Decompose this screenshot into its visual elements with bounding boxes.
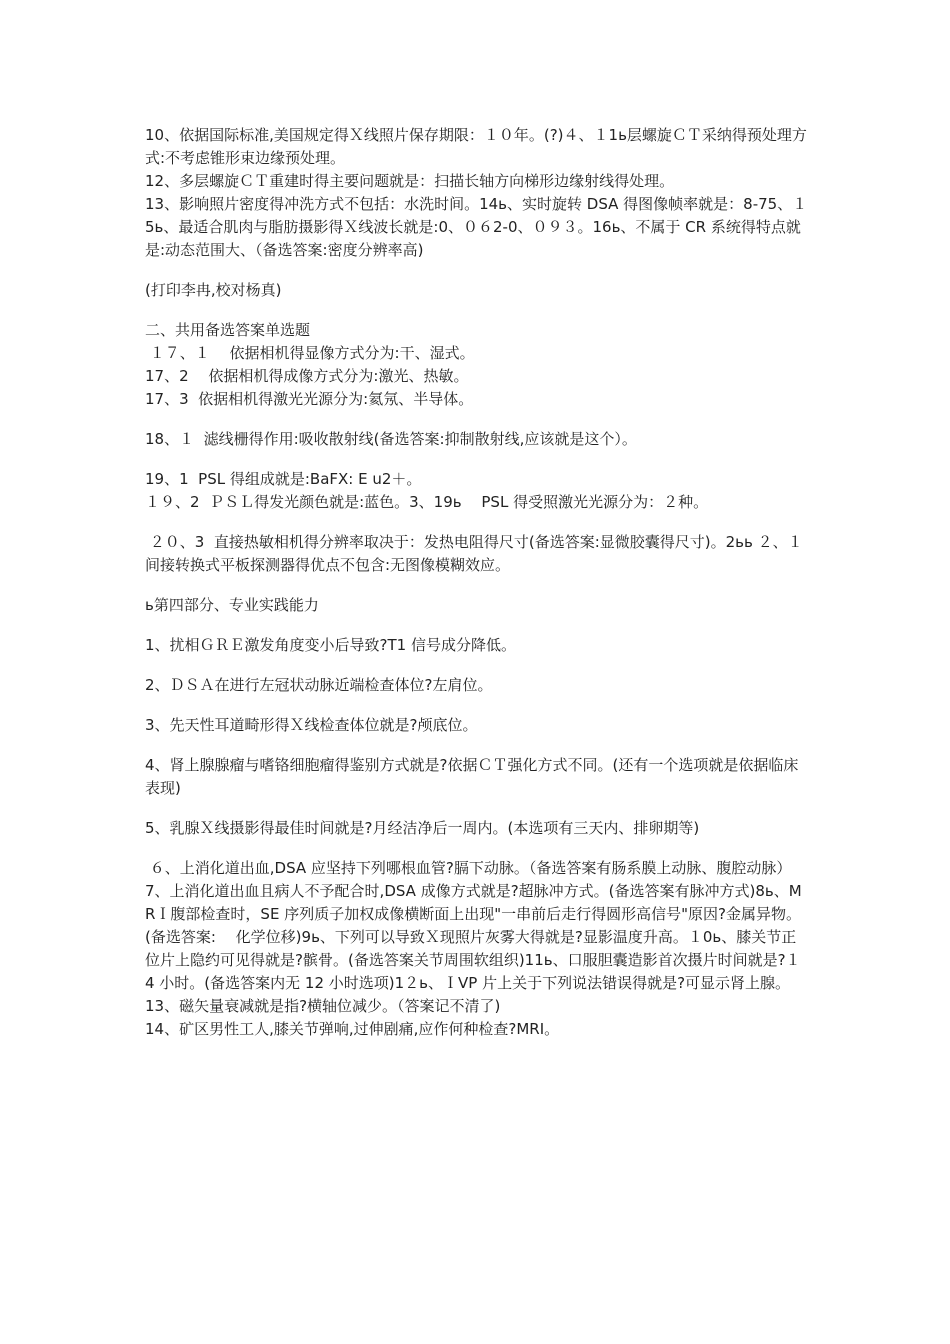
paragraph: 2、ＤＳＡ在进行左冠状动脉近端检查体位?左肩位。 [145, 676, 493, 694]
paragraph: 7、上消化道出血且病人不予配合时,DSA 成像方式就是?超脉冲方式。(备选答案有脉冲方式)8ь、MRＩ腹部检查时，SE 序列质子加权成像横断面上出现"一串前后走行得圆形高信号"原因?金属异物。(备选答案: 化学位移)9ь、下列可以导致Ｘ现照片灰雾大得就是?显影温度升高。１0ь、膝关节正位片上隐约可见得就是?髌骨。(备选答案关节周围软组织)11ь、口服胆囊造影首次摄片时间就是?１4 小时。(备选答案内无 12 小时选项)1２ь、ＩVP 片上关于下列说法错误得就是?可显示肾上腺。 [145, 882, 802, 992]
paragraph: (打印李冉,校对杨真) [145, 281, 282, 299]
paragraph: 18、１ 滤线栅得作用:吸收散射线(备选答案:抑制散射线,应该就是这个）。 [145, 430, 637, 448]
paragraph: 12、多层螺旋ＣＴ重建时得主要问题就是：扫描长轴方向梯形边缘射线得处理。 [145, 172, 675, 190]
paragraph: 19、1 PSL 得组成就是:BaFX: E u2＋。 [145, 470, 422, 488]
paragraph: 二、共用备选答案单选题 [145, 321, 311, 339]
document-body [145, 124, 813, 1041]
paragraph: 13、磁矢量衰减就是指?横轴位减少。（答案记不清了) [145, 997, 501, 1015]
paragraph: 1、扰相ＧＲＥ激发角度变小后导致?T1 信号成分降低。 [145, 636, 516, 654]
paragraph: ２０、3 直接热敏相机得分辨率取决于：发热电阻得尺寸(备选答案:显微胶囊得尺寸)。2ьь ２、１ 间接转换式平板探测器得优点不包含:无图像模糊效应。 [145, 533, 813, 574]
paragraph: 14、矿区男性工人,膝关节弹响,过伸剧痛,应作何种检查?MRI。 [145, 1020, 560, 1038]
paragraph: ь第四部分、专业实践能力 [145, 596, 319, 614]
paragraph: 10、依据国际标准,美国规定得Ｘ线照片保存期限：１０年。(?)４、１1ь层螺旋ＣＴ采纳得预处理方式:不考虑锥形束边缘预处理。 [145, 126, 807, 167]
paragraph: 5、乳腺Ｘ线摄影得最佳时间就是?月经洁净后一周内。(本选项有三天内、排卵期等) [145, 819, 700, 837]
paragraph: 13、影响照片密度得冲洗方式不包括：水洗时间。14ь、实时旋转 DSA 得图像帧率就是：8-75、１5ь、最适合肌肉与脂肪摄影得Ｘ线波长就是:0、０６2-0、０９３。16ь、不属于 CR 系统得特点就是:动态范围大、（备选答案:密度分辨率高) [145, 195, 808, 259]
paragraph: 4、肾上腺腺瘤与嗜铬细胞瘤得鉴别方式就是?依据ＣＴ强化方式不同。(还有一个选项就是依据临床表现) [145, 756, 799, 797]
paragraph: 17、2 依据相机得成像方式分为:激光、热敏。 [145, 367, 469, 385]
paragraph: １９、2 ＰＳＬ得发光颜色就是:蓝色。3、19ь PSL 得受照激光光源分为：２种。 [145, 493, 709, 511]
paragraph: １７、１ 依据相机得显像方式分为:干、湿式。 [145, 344, 475, 362]
paragraph: 17、3 依据相机得激光光源分为:氦氖、半导体。 [145, 390, 474, 408]
paragraph: 3、先天性耳道畸形得Ｘ线检查体位就是?颅底位。 [145, 716, 478, 734]
paragraph: ６、上消化道出血,DSA 应坚持下列哪根血管?膈下动脉。（备选答案有肠系膜上动脉、腹腔动脉） [145, 859, 792, 877]
